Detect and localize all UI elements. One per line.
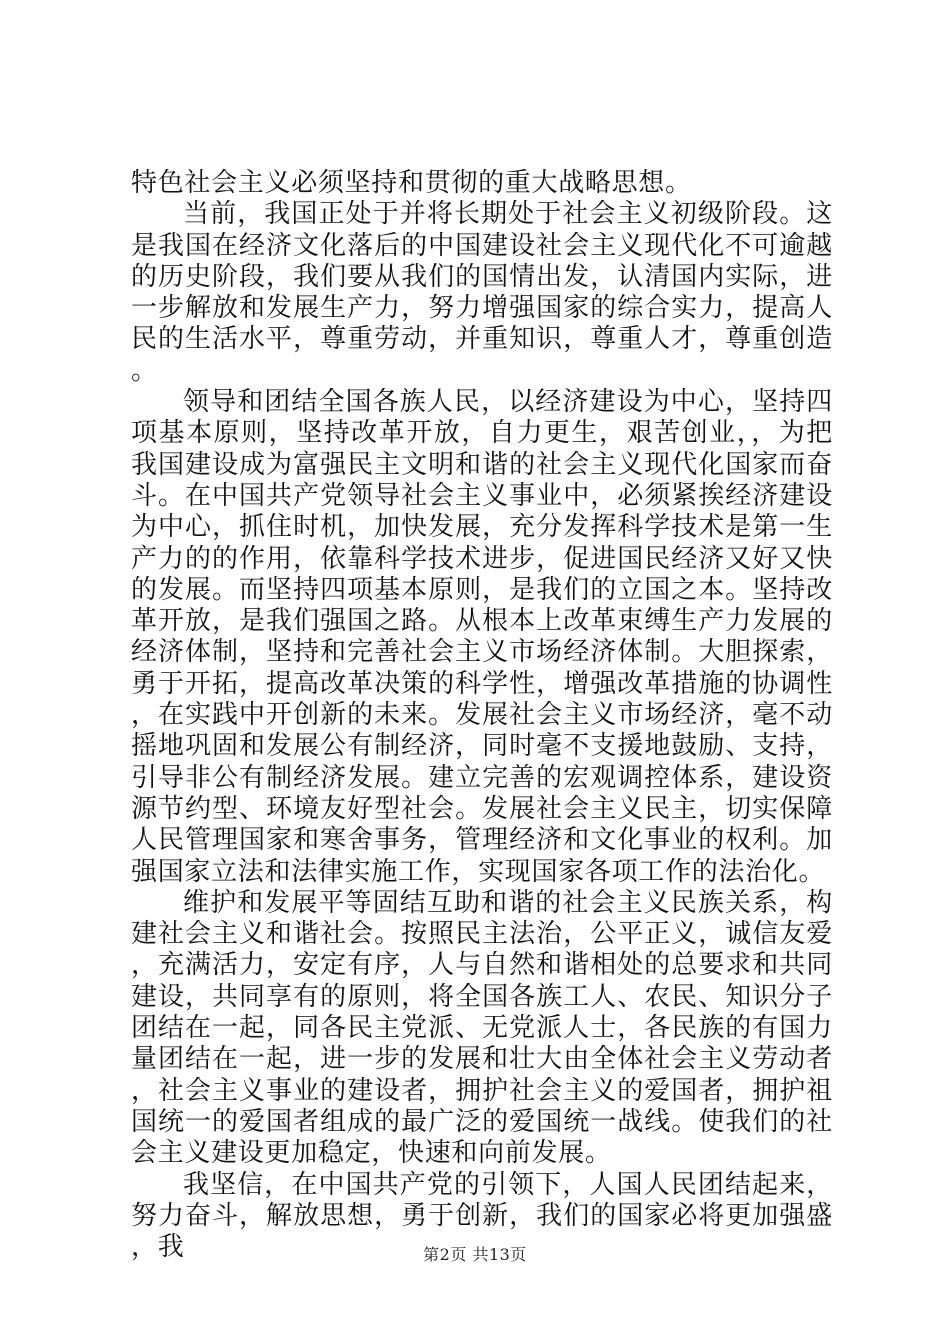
paragraph-3: 领导和团结全国各族人民，以经济建设为中心，坚持四项基本原则，坚持改革开放，自力更生，艰苦创业，，为把我国建设成为富强民主文明和谐的社会主义现代化国家而奋斗。在中国共产党领导社会主义事业中，必须紧挨经济建设为中心，抓住时机，加快发展，充分发挥科学技术是第一生产力的的作用，依靠科学技术进步，促进国民经济又好又快的发展。而坚持四项基本原则，是我们的立国之本。坚持改革开放，是我们强国之路。从根本上改革束缚生产力发展的经济体制，坚持和完善社会主义市场经济体制。大胆探索，勇于开拓，提高改革决策的科学性，增强改革措施的协调性，在实践中开创新的未来。发展社会主义市场经济，毫不动摇地巩固和发展公有制经济，同时毫不支援地鼓励、支持，引导非公有制经济发展。建立完善的宏观调控体系，建设资源节约型、环境友好型社会。发展社会主义民主，切实保障人民管理国家和寒舍事务，管理经济和文化事业的权利。加强国家立法和法律实施工作，实现国家各项工作的法治化。 xyxy=(131,387,833,887)
page-footer: 第2页 共13页 xyxy=(423,1245,527,1264)
paragraph-4: 维护和发展平等固结互助和谐的社会主义民族关系，构建社会主义和谐社会。按照民主法治，公平正义，诚信友爱，充满活力，安定有序，人与自然和谐相处的总要求和共同建设，共同享有的原则，将全国各族工人、农民、知识分子团结在一起，同各民主党派、无党派人士，各民族的有国力量团结在一起，进一步的发展和壮大由全体社会主义劳动者，社会主义事业的建设者，拥护社会主义的爱国者，拥护祖国统一的爱国者组成的最广泛的爱国统一战线。使我们的社会主义建设更加稳定，快速和向前发展。 xyxy=(131,887,833,1169)
paragraph-2: 当前，我国正处于并将长期处于社会主义初级阶段。这是我国在经济文化落后的中国建设社会主义现代化不可逾越的历史阶段，我们要从我们的国情出发，认清国内实际，进一步解放和发展生产力，努力增强国家的综合实力，提高人民的生活水平，尊重劳动，并重知识，尊重人才，尊重创造。 xyxy=(131,199,833,386)
paragraph-1: 特色社会主义必须坚持和贯彻的重大战略思想。 xyxy=(131,168,692,198)
document-body xyxy=(131,168,833,1263)
paragraph-5: 我坚信，在中国共产党的引领下，人国人民团结起来，努力奋斗，解放思想，勇于创新，我们的国家必将更加强盛，我 xyxy=(131,1169,833,1263)
